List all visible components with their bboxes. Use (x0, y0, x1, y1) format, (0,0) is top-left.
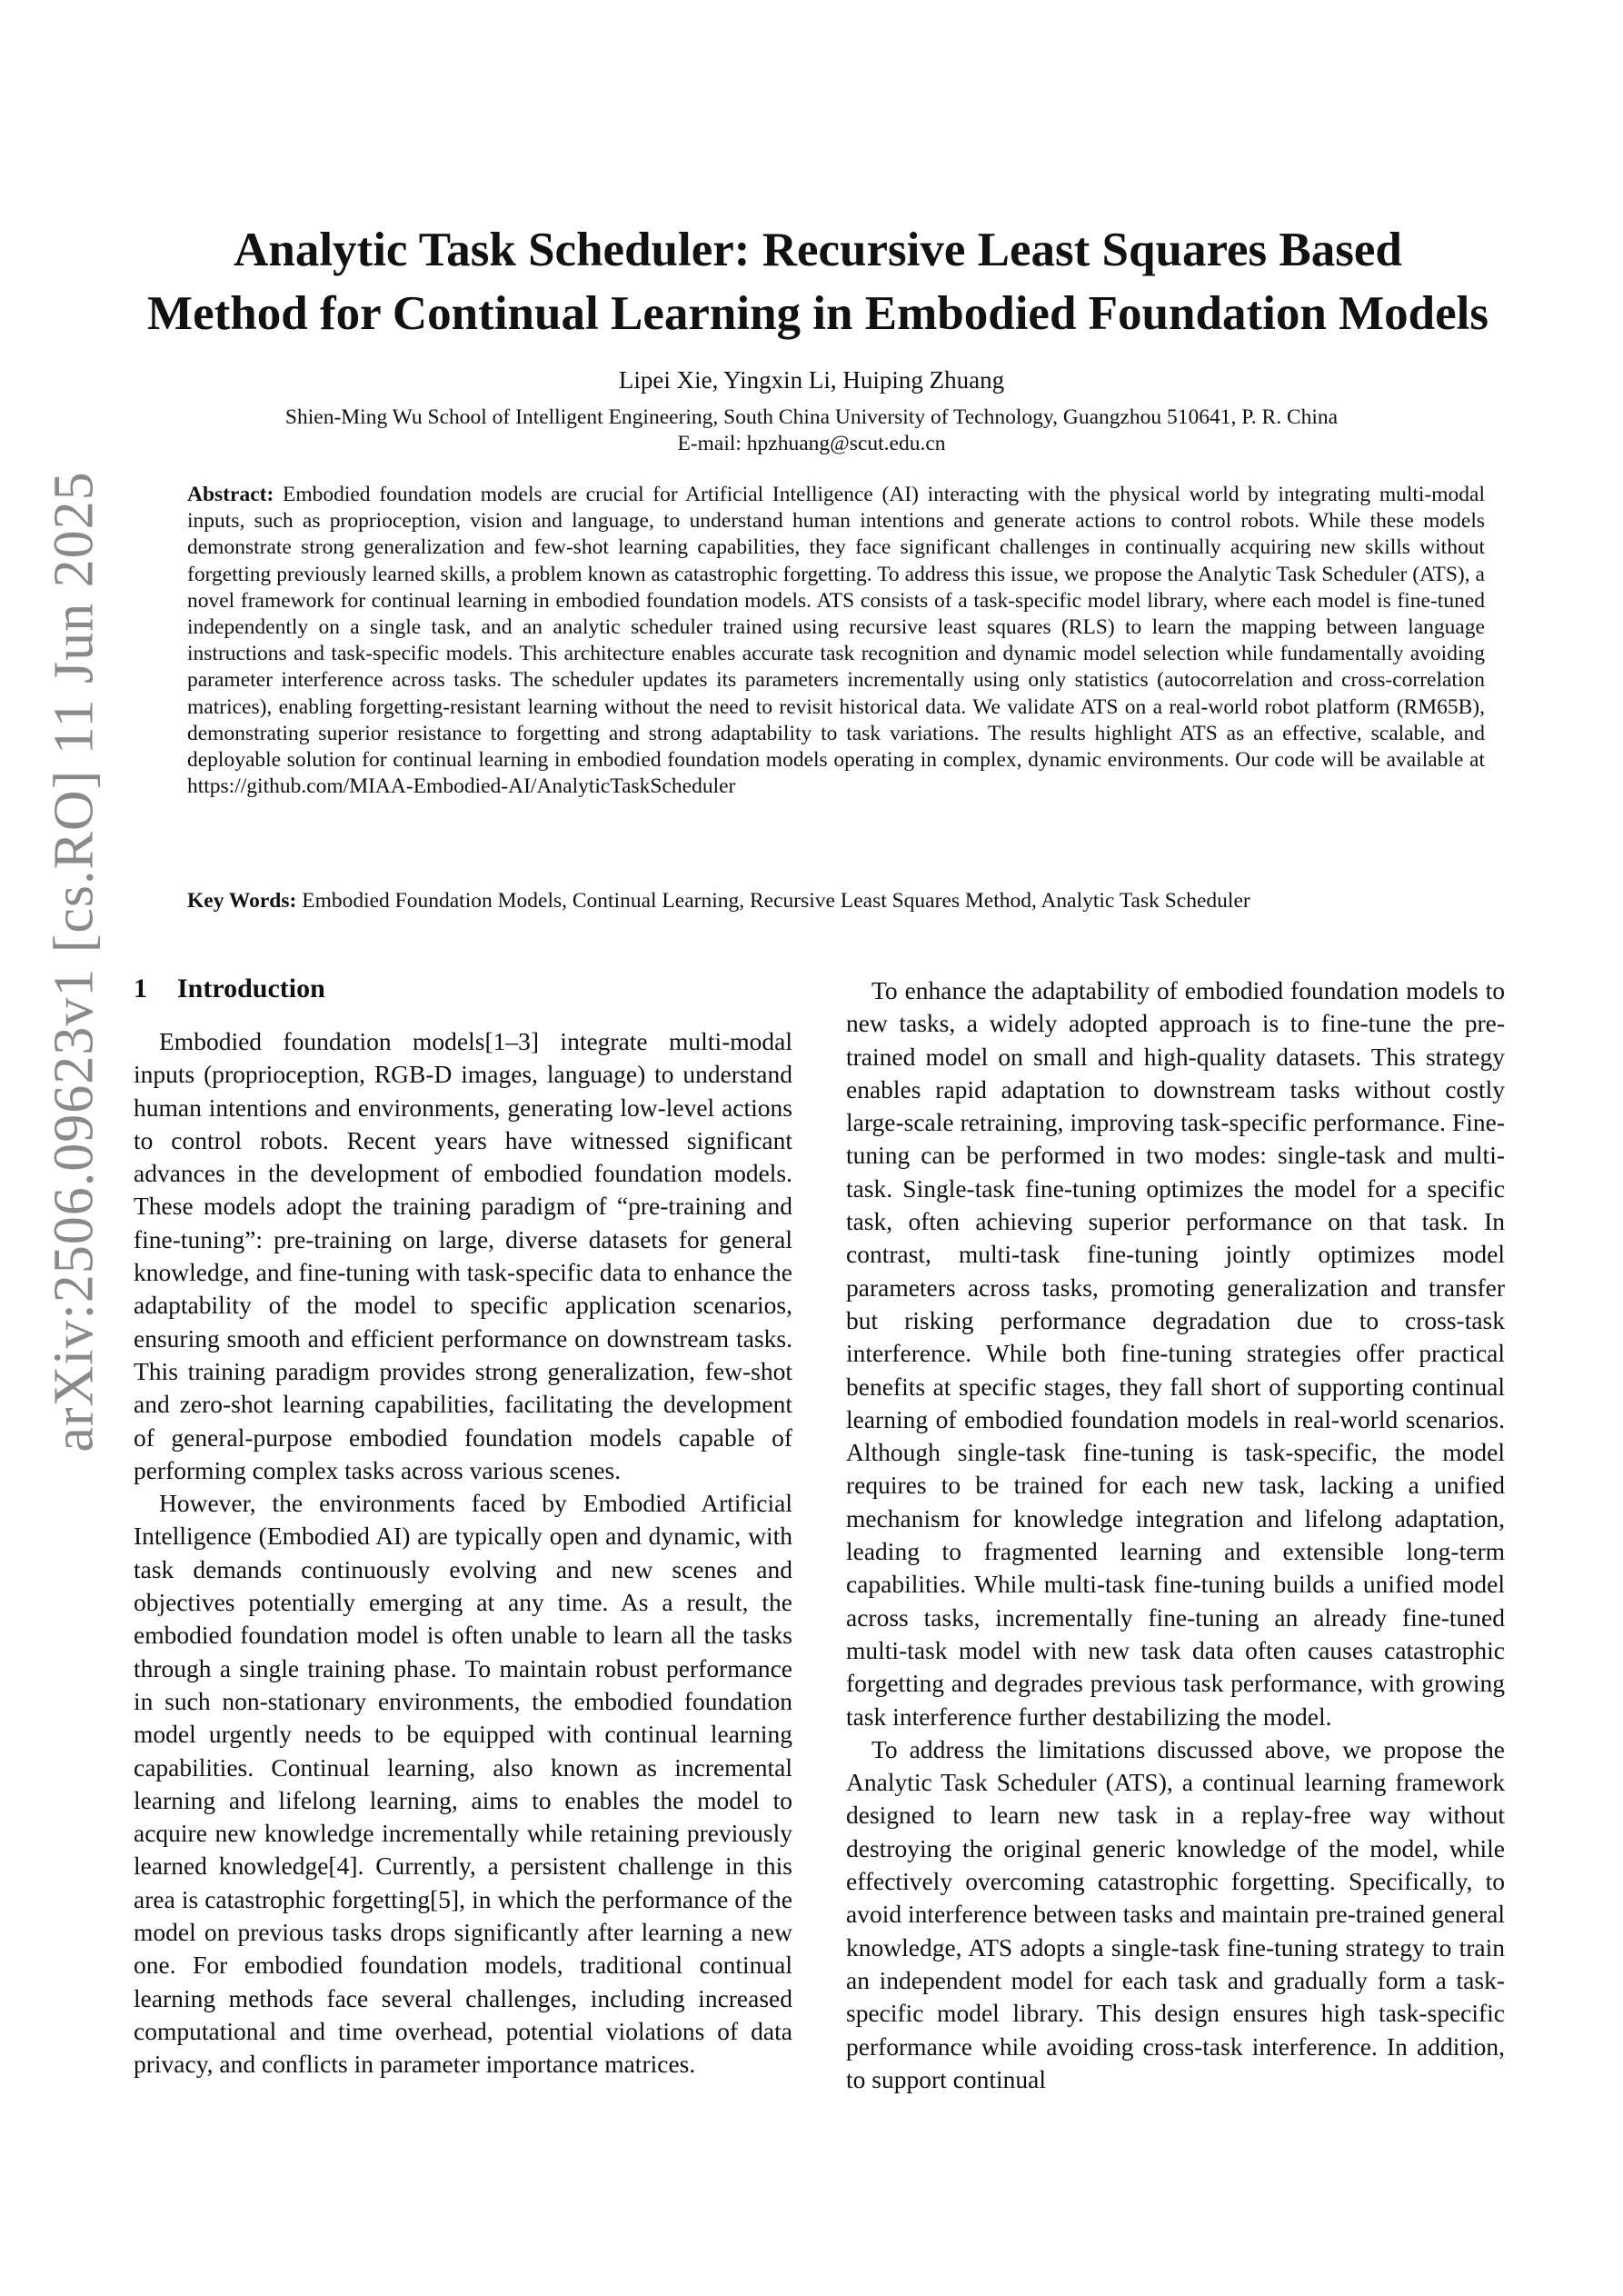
abstract (187, 482, 1485, 800)
paragraph: However, the environments faced by Embodied Artificial Intelligence (Embodied AI) are typically open and dynamic, with task demands continuously evolving and new scenes and objectives potentially emerging at any time. As a result, the embodied foundation model is often unable to learn all the tasks through a single training phase. To maintain robust performance in such non-stationary environments, the embodied foundation model urgently needs to be equipped with continual learning capabilities. Continual learning, also known as incremental learning and lifelong learning, aims to enables the model to acquire new knowledge incrementally while retaining previously learned knowledge[4]. Currently, a persistent challenge in this area is catastrophic forgetting[5], in which the performance of the model on previous tasks drops significantly after learning a new one. For embodied foundation models, traditional continual learning methods face several challenges, including increased computational and time overhead, potential violations of data privacy, and conflicts in parameter importance matrices. (134, 1489, 792, 2079)
section-title: Introduction (177, 973, 325, 1003)
left-column (134, 973, 792, 2081)
abstract-text: Embodied foundation models are crucial for Artificial Intelligence (AI) interacting with the physical world by integrating multi-modal inputs, such as proprioception, vision and language, to understand human intentions and generate actions to control robots. While these models demonstrate strong generalization and few-shot learning capabilities, they face significant challenges in continually acquiring new skills without forgetting previously learned skills, a problem known as catastrophic forgetting. To address this issue, we propose the Analytic Task Scheduler (ATS), a novel framework for continual learning in embodied foundation models. ATS consists of a task-specific model library, where each model is fine-tuned independently on a single task, and an analytic scheduler trained using recursive least squares (RLS) to learn the mapping between language instructions and task-specific models. This architecture enables accurate task recognition and dynamic model selection while fundamentally avoiding parameter interference across tasks. The scheduler updates its parameters incrementally using only statistics (autocorrelation and cross-correlation matrices), enabling forgetting-resistant learning without the need to revisit historical data. We validate ATS on a real-world robot platform (RM65B), demonstrating superior resistance to forgetting and strong adaptability to task variations. The results highlight ATS as an effective, scalable, and deployable solution for continual learning in embodied foundation models operating in complex, dynamic environments. Our code will be available at https://github.com/MIAA-Embodied-AI/AnalyticTaskScheduler (187, 483, 1486, 799)
paper-title (109, 218, 1527, 345)
section-heading (134, 973, 792, 1005)
arxiv-identifier-stamp: arXiv:2506.09623v1 [cs.RO] 11 Jun 2025 (43, 471, 105, 1452)
paragraph: Embodied foundation models[1–3] integrate multi-modal inputs (proprioception, RGB-D images, language) to understand human intentions and environments, generating low-level actions to control robots. Recent years have witnessed significant advances in the development of embodied foundation models. These models adopt the training paradigm of “pre-training and fine-tuning”: pre-training on large, diverse datasets for general knowledge, and fine-tuning with task-specific data to enhance the adaptability of the model to specific application scenarios, ensuring smooth and efficient performance on downstream tasks. This training paradigm provides strong generalization, few-shot and zero-shot learning capabilities, facilitating the development of general-purpose embodied foundation models capable of performing complex tasks across various scenes. (134, 1027, 792, 1484)
title-line-2: Method for Continual Learning in Embodied Foundation Models (147, 287, 1489, 340)
title-line-1: Analytic Task Scheduler: Recursive Least Squares Based (234, 224, 1402, 276)
keywords (187, 887, 1485, 914)
right-column (846, 974, 1505, 2096)
keywords-label: Key Words: (187, 889, 297, 913)
section-number: 1 (134, 973, 147, 1003)
author-list: Lipei Xie, Yingxin Li, Huiping Zhuang (618, 366, 1005, 394)
paragraph: To address the limitations discussed above, we propose the Analytic Task Scheduler (ATS), a continual learning framework designed to learn new task in a replay-free way without destroying the original generic knowledge of the model, while effectively overcoming catastrophic forgetting. Specifically, to avoid interference between tasks and maintain pre-trained general knowledge, ATS adopts a single-task fine-tuning strategy to train an independent model for each task and gradually form a task-specific model library. This design ensures high task-specific performance while avoiding cross-task interference. In addition, to support continual (846, 1734, 1505, 2093)
abstract-label: Abstract: (187, 483, 274, 506)
affiliation: Shien-Ming Wu School of Intelligent Engineering, South China University of Technology, Guangzhou 510641, P. R. China (284, 405, 1339, 429)
keywords-text: Embodied Foundation Models, Continual Learning, Recursive Least Squares Method, Analytic Task Scheduler (302, 889, 1250, 913)
email: E-mail: hpzhuang@scut.edu.cn (677, 432, 946, 455)
paragraph: To enhance the adaptability of embodied foundation models to new tasks, a widely adopted approach is to fine-tune the pre-trained model on small and high-quality datasets. This strategy enables rapid adaptation to downstream tasks without costly large-scale retraining, improving task-specific performance. Fine-tuning can be performed in two modes: single-task and multi-task. Single-task fine-tuning optimizes the model for a specific task, often achieving superior performance on that task. In contrast, multi-task fine-tuning jointly optimizes model parameters across tasks, promoting generalization and transfer but risking performance degradation due to cross-task interference. While both fine-tuning strategies offer practical benefits at specific stages, they fall short of supporting continual learning of embodied foundation models in real-world scenarios. Although single-task fine-tuning is task-specific, the model requires to be trained for each new task, lacking a unified mechanism for knowledge integration and lifelong adaptation, leading to fragmented learning and extensible long-term capabilities. While multi-task fine-tuning builds a unified model across tasks, incrementally fine-tuning an already fine-tuned multi-task model with new task data often causes catastrophic forgetting and degrades previous task performance, with growing task interference further destabilizing the model. (846, 976, 1505, 1731)
affiliation-block (0, 404, 1623, 457)
